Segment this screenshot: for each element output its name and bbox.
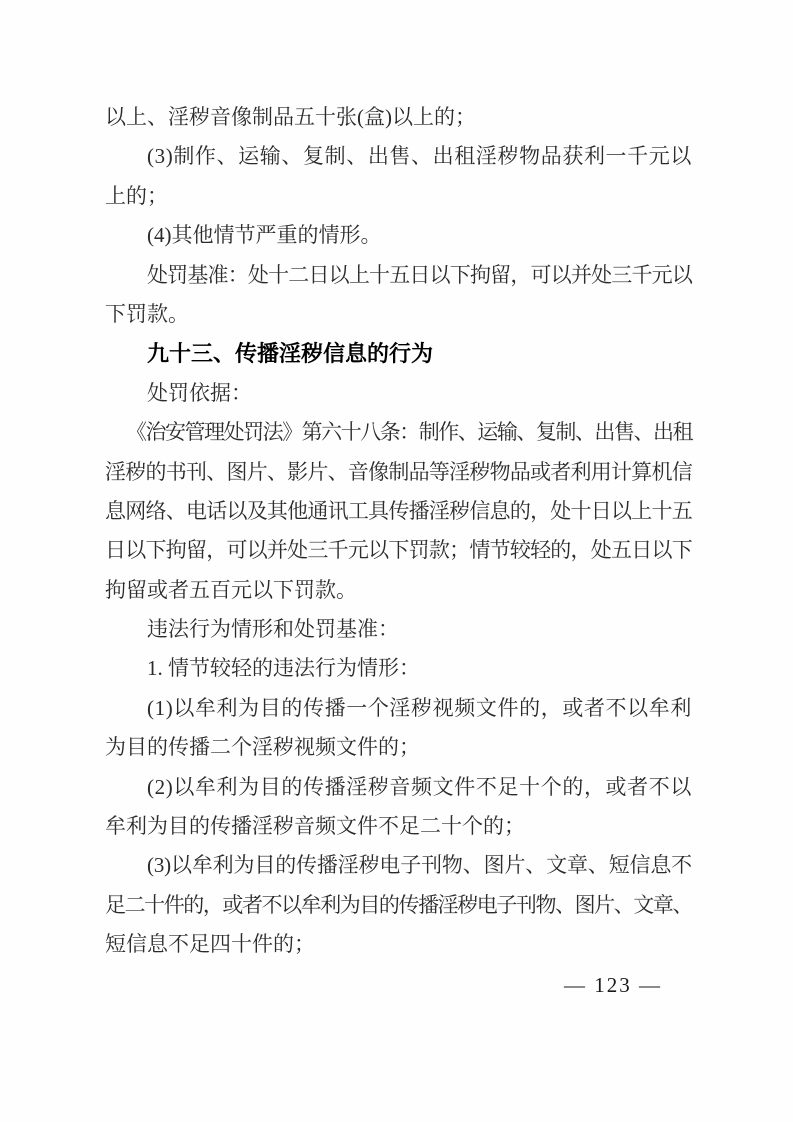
text-line-content: (3)以牟利为目的传播淫秽电子刊物、图片、文章、短信息不 <box>147 853 692 878</box>
text-line <box>105 846 692 885</box>
text-line-content: 短信息不足四十件的； <box>105 932 315 957</box>
text-line-content: 处罚依据： <box>147 380 252 405</box>
text-line <box>105 256 692 295</box>
text-line <box>105 571 692 610</box>
text-line <box>105 295 692 334</box>
text-line-content: 日以下拘留，可以并处三千元以下罚款；情节较轻的，处五日以下 <box>105 538 692 563</box>
text-line <box>105 374 692 413</box>
text-line-content: 下罚款。 <box>105 301 189 326</box>
text-line-content: 上的； <box>105 183 168 208</box>
text-line <box>105 413 692 452</box>
text-line <box>105 886 692 925</box>
text-line <box>105 728 692 767</box>
text-line-content: 息网络、电话以及其他通讯工具传播淫秽信息的，处十日以上十五 <box>105 498 692 523</box>
page-content <box>105 98 692 965</box>
section-heading <box>105 334 692 373</box>
text-line <box>105 531 692 570</box>
text-line <box>105 925 692 964</box>
text-line-content: 九十三、传播淫秽信息的行为 <box>147 341 434 367</box>
text-line <box>105 649 692 688</box>
text-line-content: 足二十件的，或者不以牟利为目的传播淫秽电子刊物、图片、文章、 <box>105 892 692 917</box>
page-number: — 123 — <box>564 973 662 997</box>
text-line-content: 牟利为目的传播淫秽音频文件不足二十个的； <box>105 814 525 839</box>
text-line-content: (2)以牟利为目的传播淫秽音频文件不足十个的，或者不以 <box>147 774 692 799</box>
text-line <box>105 807 692 846</box>
text-line <box>105 216 692 255</box>
text-line-content: 以上、淫秽音像制品五十张(盒)以上的； <box>105 105 476 129</box>
text-line-content: (1)以牟利为目的传播一个淫秽视频文件的，或者不以牟利 <box>147 695 692 720</box>
text-line-content: 淫秽的书刊、图片、影片、音像制品等淫秽物品或者利用计算机信 <box>105 459 692 484</box>
text-line-content: 《治安管理处罚法》第六十八条：制作、运输、复制、出售、出租 <box>126 420 692 445</box>
text-line <box>105 610 692 649</box>
text-line <box>105 453 692 492</box>
text-line <box>105 137 692 176</box>
text-line <box>105 768 692 807</box>
text-line-content: (4)其他情节严重的情形。 <box>147 223 382 248</box>
text-line-content: 1. 情节较轻的违法行为情形： <box>147 656 420 681</box>
text-line <box>105 689 692 728</box>
text-line-content: 拘留或者五百元以下罚款。 <box>105 577 357 602</box>
text-line-content: 处罚基准：处十二日以上十五日以下拘留，可以并处三千元以 <box>147 262 692 287</box>
text-line <box>105 492 692 531</box>
text-line <box>105 177 692 216</box>
text-line-content: (3)制作、运输、复制、出售、出租淫秽物品获利一千元以 <box>147 144 692 169</box>
text-line-content: 为目的传播二个淫秽视频文件的； <box>105 735 420 760</box>
text-line <box>105 98 692 137</box>
text-line-content: 违法行为情形和处罚基准： <box>147 617 399 642</box>
